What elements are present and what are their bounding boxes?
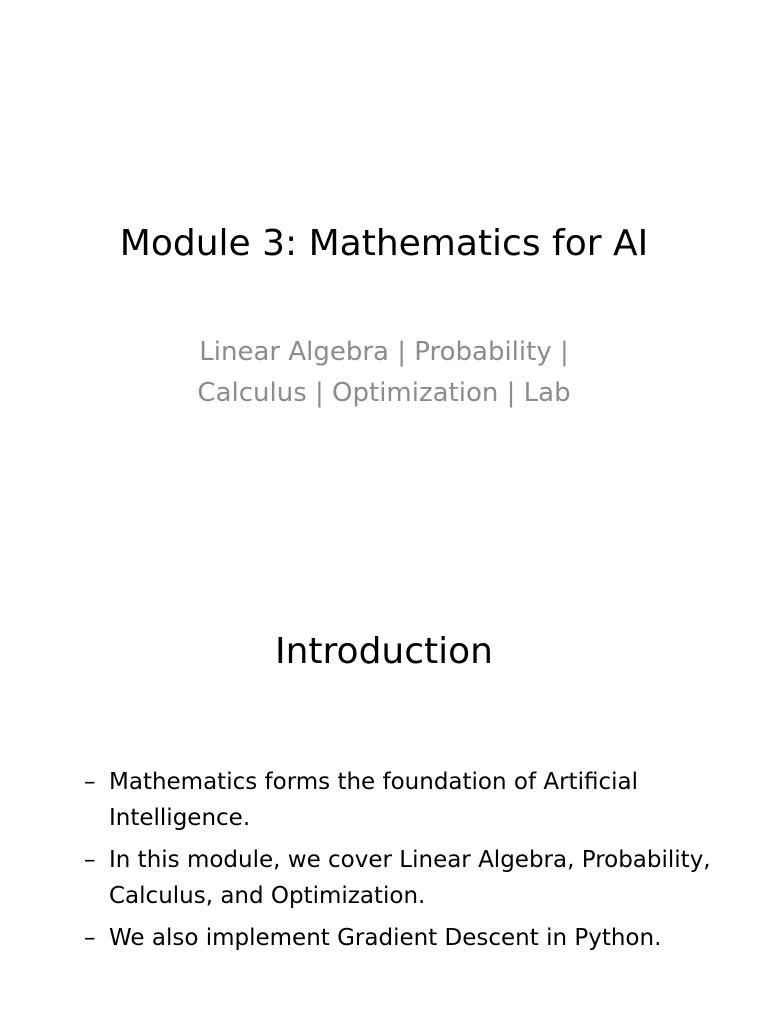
- module-title: Module 3: Mathematics for AI: [119, 223, 649, 264]
- bullet-text: In this module, we cover Linear Algebra, Probability, Calculus, and Optimization.: [109, 847, 711, 909]
- bullet-item: [84, 920, 724, 956]
- bullet-marker: –: [84, 769, 96, 795]
- bullet-text: We also implement Gradient Descent in Python.: [109, 925, 662, 951]
- subtitle-line-1: Linear Algebra | Probability |: [199, 337, 569, 367]
- introduction-slide: [0, 512, 768, 1024]
- bullet-item: [84, 842, 724, 914]
- bullet-list: [84, 764, 724, 962]
- bullet-marker: –: [84, 925, 96, 951]
- subtitle-line-2: Calculus | Optimization | Lab: [197, 378, 571, 408]
- introduction-title: Introduction: [274, 631, 493, 672]
- module-subtitle: [140, 332, 628, 414]
- bullet-text: Mathematics forms the foundation of Artificial Intelligence.: [109, 769, 638, 831]
- bullet-item: [84, 764, 724, 836]
- bullet-marker: –: [84, 847, 96, 873]
